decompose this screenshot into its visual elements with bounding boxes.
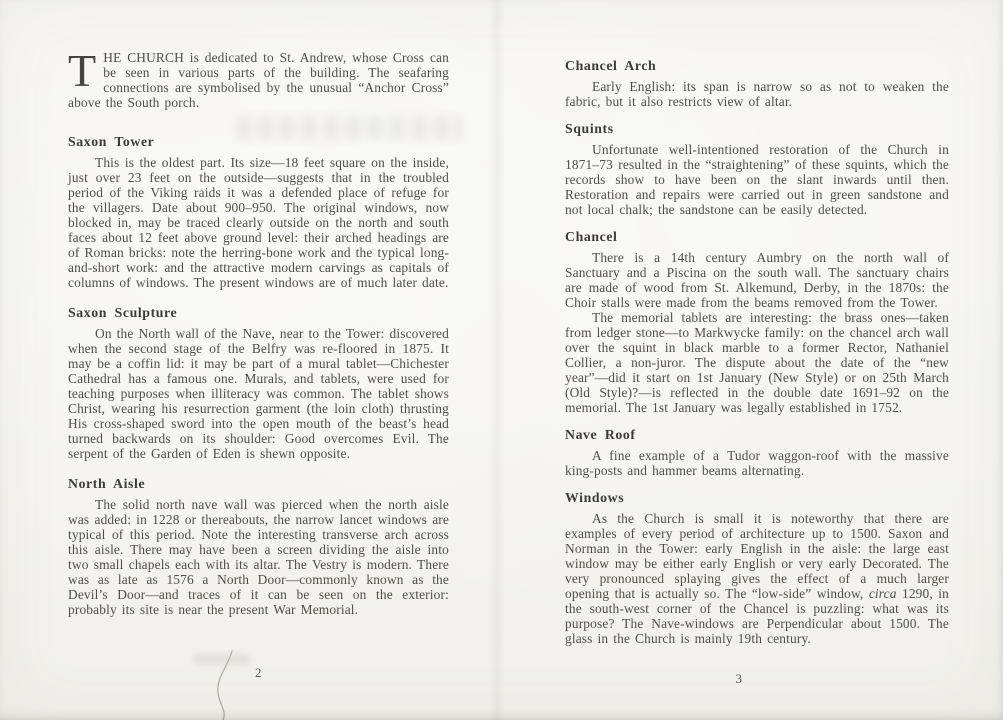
paragraph: On the North wall of the Nave, near to the Tower: discovered when the second stage of the Belfry was re-floored in 1875. It may be a coffin lid: it may be part of a mural tablet—Chichester Cathedral has a famous one. Murals, and tablets, were used for teaching purposes when illiteracy was common. The tablet shows Christ, wearing his resurrection garment (the loin cloth) thrusting His cross-shaped sword into the open mouth of the beast’s head turned backwards on its shoulder: Good overcomes Evil. The serpent of the Garden of Eden is shewn opposite.	[68, 326, 449, 461]
section-heading: Chancel Arch	[565, 58, 657, 73]
section-heading: North Aisle	[68, 476, 146, 491]
drop-cap: T	[68, 45, 97, 96]
section-heading: Squints	[565, 121, 614, 136]
hair-artifact	[198, 645, 242, 720]
section	[565, 58, 949, 109]
section-heading: Saxon Sculpture	[68, 305, 178, 320]
paragraph: The memorial tablets are interesting: the brass ones—taken from ledger stone—to Markwycke family: on the chancel arch wall over the squint in black marble to a former Rector, Nathaniel Collier, a non-juror. The dispute about the date of the “new year”—did it start on 1st January (New Style) or on 25th March (Old Style)?—is reflected in the double date 1691–92 on the memorial. The 1st January was legally established in 1752.	[565, 310, 949, 415]
lead-paragraph-text: HE CHURCH is dedicated to St. Andrew, whose Cross can be seen in various parts of the building. The seafaring connections are symbolised by the unusual “Anchor Cross” above the South porch.	[68, 50, 449, 110]
page-number: 3	[735, 671, 743, 686]
page-number: 2	[255, 665, 262, 680]
paragraph: Unfortunate well-intentioned restoration of the Church in 1871–73 resulted in the “straightening” of these squints, which the records show to have been on the slant inwards until then. Restoration and repairs were carried out in green sandstone and not local chalk; the sandstone can be easily detected.	[565, 142, 949, 217]
sections	[68, 134, 449, 617]
lead-paragraph	[68, 45, 449, 110]
section-heading: Chancel	[565, 229, 618, 244]
paragraph: The solid north nave wall was pierced when the north aisle was added: in 1228 or thereabouts, the narrow lancet windows are typical of this period. Note the interesting transverse arch across this aisle. There may have been a screen dividing the aisle into two small chapels each with its altar. The Vestry is modern. There was as late as 1576 a North Door—commonly known as the Devil’s Door—and traces of it can be seen on the exterior: probably its site is near the present War Memorial.	[68, 497, 449, 617]
section	[565, 490, 949, 646]
show-through-smudge	[193, 654, 251, 665]
paragraph: There is a 14th century Aumbry on the north wall of Sanctuary and a Piscina on the south wall. The sanctuary chairs are made of wood from St. Alkemund, Derby, in the 1870s: the Choir stalls were made from the beams removed from the Tower.	[565, 250, 949, 310]
section	[565, 427, 949, 478]
section	[68, 305, 449, 461]
section	[68, 476, 449, 617]
section	[68, 134, 449, 290]
page-left	[68, 45, 449, 617]
page-gutter-shadow	[489, 0, 505, 720]
section-heading: Nave Roof	[565, 427, 636, 442]
page-right	[565, 58, 949, 646]
paragraph: As the Church is small it is noteworthy that there are examples of every period of architecture up to 1500. Saxon and Norman in the Tower: early English in the aisle: the large east window may be either early English or very early Decorated. The very pronounced splaying gives the effect of a much larger opening that is actually so. The “low-side” window, circa 1290, in the south-west corner of the Chancel is puzzling: what was its purpose? The Nave-windows are Perpendicular about 1500. The glass in the Church is mainly 19th century.	[565, 511, 949, 646]
paragraph: This is the oldest part. Its size—18 feet square on the inside, just over 23 feet on the outside—suggests that in the troubled period of the Viking raids it was a defended place of refuge for the villagers. Date about 900–950. The original windows, now blocked in, may be traced clearly outside on the north and south faces about 12 feet above ground level: their arched headings are of Roman bricks: note the herring-bone work and the typical long-and-short work: and the attractive modern carvings as capitals of columns of windows. The present windows are of much later date.	[68, 155, 449, 290]
section	[565, 121, 949, 217]
section	[565, 229, 949, 415]
paragraph: Early English: its span is narrow so as not to weaken the fabric, but it also restricts view of altar.	[565, 79, 949, 109]
paragraph: A fine example of a Tudor waggon-roof with the massive king-posts and hammer beams alternating.	[565, 448, 949, 478]
sections	[565, 58, 949, 646]
section-heading: Windows	[565, 490, 625, 505]
section-heading: Saxon Tower	[68, 134, 155, 149]
